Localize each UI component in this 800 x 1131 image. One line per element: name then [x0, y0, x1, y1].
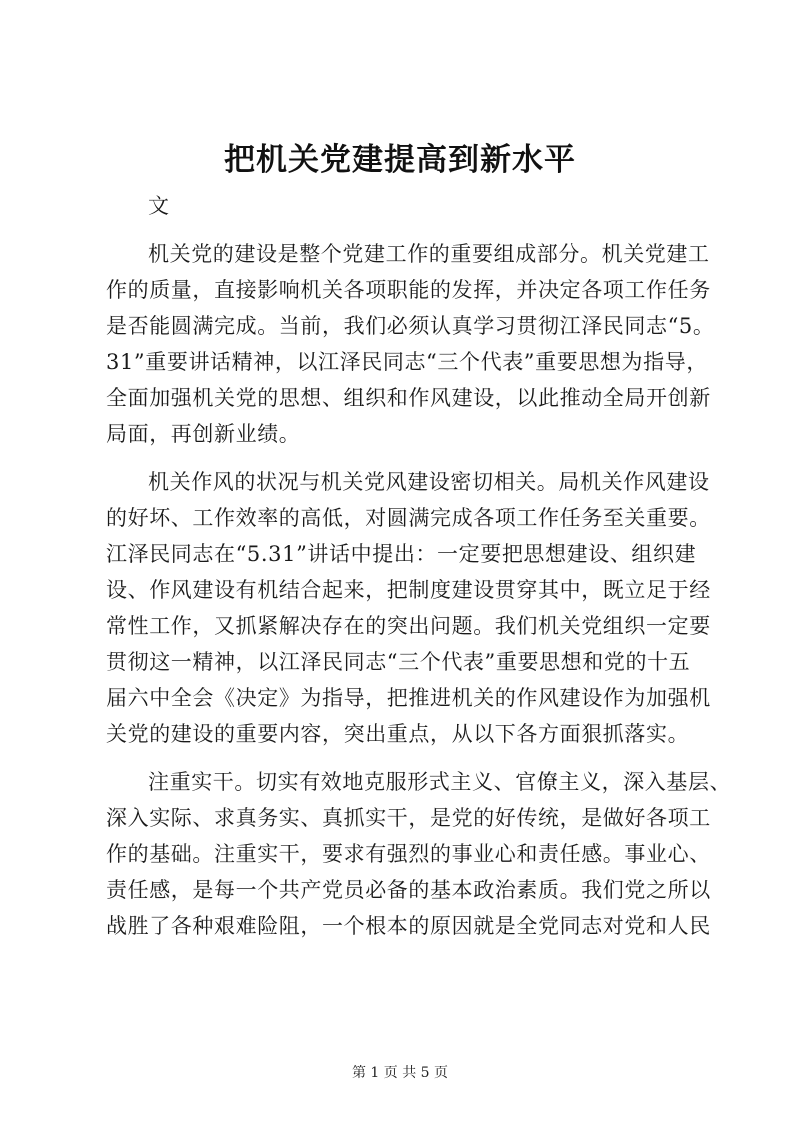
text-line: 作的基础。注重实干，要求有强烈的事业心和责任感。事业心、	[106, 842, 711, 866]
paragraph-spacer	[106, 452, 714, 464]
text-line: 战胜了各种艰难险阻，一个根本的原因就是全党同志对党和人民	[106, 914, 711, 938]
text-line: 31”重要讲话精神，以江泽民同志“三个代表”重要思想为指导，	[106, 350, 708, 374]
text-line: 深入实际、求真务实、真抓实干，是党的好传统，是做好各项工	[106, 806, 711, 830]
text-line: 机关党的建设是整个党建工作的重要组成部分。机关党建工	[148, 242, 710, 266]
text-line: 是否能圆满完成。当前，我们必须认真学习贯彻江泽民同志“5。	[106, 314, 715, 338]
text-line: 作的质量，直接影响机关各项职能的发挥，并决定各项工作任务	[106, 278, 711, 302]
paragraph-3	[106, 764, 732, 944]
text-line: 全面加强机关党的思想、组织和作风建设，以此推动全局开创新	[106, 386, 711, 410]
author-line: 文	[148, 194, 170, 218]
paragraph-spacer	[106, 752, 714, 764]
page-footer: 第 1 页 共 5 页	[351, 1065, 449, 1081]
document-title: 把机关党建提高到新水平	[224, 142, 576, 178]
text-line: 关党的建设的重要内容，突出重点，从以下各方面狠抓落实。	[106, 722, 690, 746]
text-line: 江泽民同志在“5.31”讲话中提出：一定要把思想建设、组织建	[106, 542, 697, 566]
text-line: 注重实干。切实有效地克服形式主义、官僚主义，深入基层、	[148, 770, 732, 794]
text-line: 机关作风的状况与机关党风建设密切相关。局机关作风建设	[148, 470, 710, 494]
text-line: 局面，再创新业绩。	[106, 422, 301, 446]
paragraph-spacer	[106, 224, 714, 236]
text-line: 届六中全会《决定》为指导，把推进机关的作风建设作为加强机	[106, 686, 711, 710]
text-line: 责任感，是每一个共产党员必备的基本政治素质。我们党之所以	[106, 878, 711, 902]
document-body	[106, 188, 732, 944]
paragraph-1	[106, 236, 714, 452]
paragraph-2	[106, 464, 714, 752]
text-line: 设、作风建设有机结合起来，把制度建设贯穿其中，既立足于经	[106, 578, 711, 602]
text-line: 常性工作，又抓紧解决存在的突出问题。我们机关党组织一定要	[106, 614, 711, 638]
text-line: 的好坏、工作效率的高低，对圆满完成各项工作任务至关重要。	[106, 506, 711, 530]
text-line: 贯彻这一精神，以江泽民同志“三个代表”重要思想和党的十五	[106, 650, 691, 674]
